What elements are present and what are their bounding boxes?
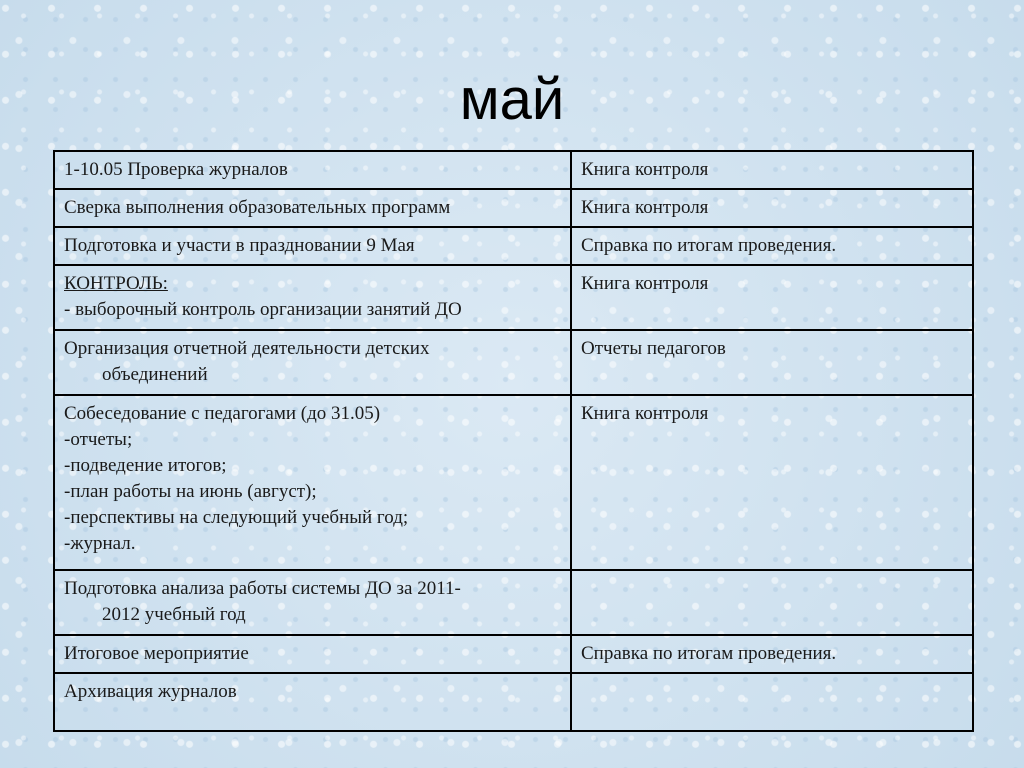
- task-text-continued: 2012 учебный год: [102, 604, 246, 625]
- table-row: [54, 227, 973, 265]
- result-cell: Книга контроля: [571, 265, 973, 330]
- task-cell: [54, 189, 571, 227]
- task-cell: [54, 227, 571, 265]
- task-cell: [54, 265, 571, 330]
- task-cell: [54, 673, 571, 731]
- task-text: Архивация журналов: [64, 681, 237, 702]
- task-text: Собеседование с педагогами (до 31.05): [64, 403, 381, 424]
- task-text: Организация отчетной деятельности детских: [64, 338, 430, 359]
- control-heading: КОНТРОЛЬ:: [64, 273, 168, 294]
- task-cell: [54, 635, 571, 673]
- task-cell: [54, 151, 571, 189]
- task-text-continued: объединений: [102, 364, 208, 385]
- table-row: [54, 395, 973, 570]
- task-subitem: -отчеты;: [64, 429, 133, 450]
- task-subitem: -перспективы на следующий учебный год;: [64, 507, 409, 528]
- task-subitem: -подведение итогов;: [64, 455, 227, 476]
- page-title: май: [459, 67, 565, 132]
- task-subitem: -журнал.: [64, 533, 136, 554]
- table-row: [54, 189, 973, 227]
- result-cell: Книга контроля: [571, 151, 973, 189]
- result-cell-empty: [571, 673, 973, 731]
- result-cell: Книга контроля: [571, 189, 973, 227]
- task-cell: [54, 330, 571, 395]
- task-text: Итоговое мероприятие: [64, 643, 249, 664]
- task-subitem: -план работы на июнь (август);: [64, 481, 317, 502]
- plan-table: [53, 150, 974, 732]
- result-cell: Справка по итогам проведения.: [571, 635, 973, 673]
- table-row: [54, 151, 973, 189]
- result-cell: Справка по итогам проведения.: [571, 227, 973, 265]
- table-row: [54, 570, 973, 635]
- table-row: [54, 330, 973, 395]
- task-text: - выборочный контроль организации занятий ДО: [64, 299, 462, 320]
- result-cell: Отчеты педагогов: [571, 330, 973, 395]
- task-text: Подготовка и участи в праздновании 9 Мая: [64, 235, 415, 256]
- task-text: 1-10.05 Проверка журналов: [64, 159, 288, 180]
- task-text: Сверка выполнения образовательных программ: [64, 197, 451, 218]
- result-cell: Книга контроля: [571, 395, 973, 570]
- table-row: [54, 635, 973, 673]
- table-row: [54, 673, 973, 731]
- task-cell: [54, 395, 571, 570]
- result-cell-empty: [571, 570, 973, 635]
- table-row: [54, 265, 973, 330]
- task-cell: [54, 570, 571, 635]
- task-text: Подготовка анализа работы системы ДО за 2011-: [64, 578, 461, 599]
